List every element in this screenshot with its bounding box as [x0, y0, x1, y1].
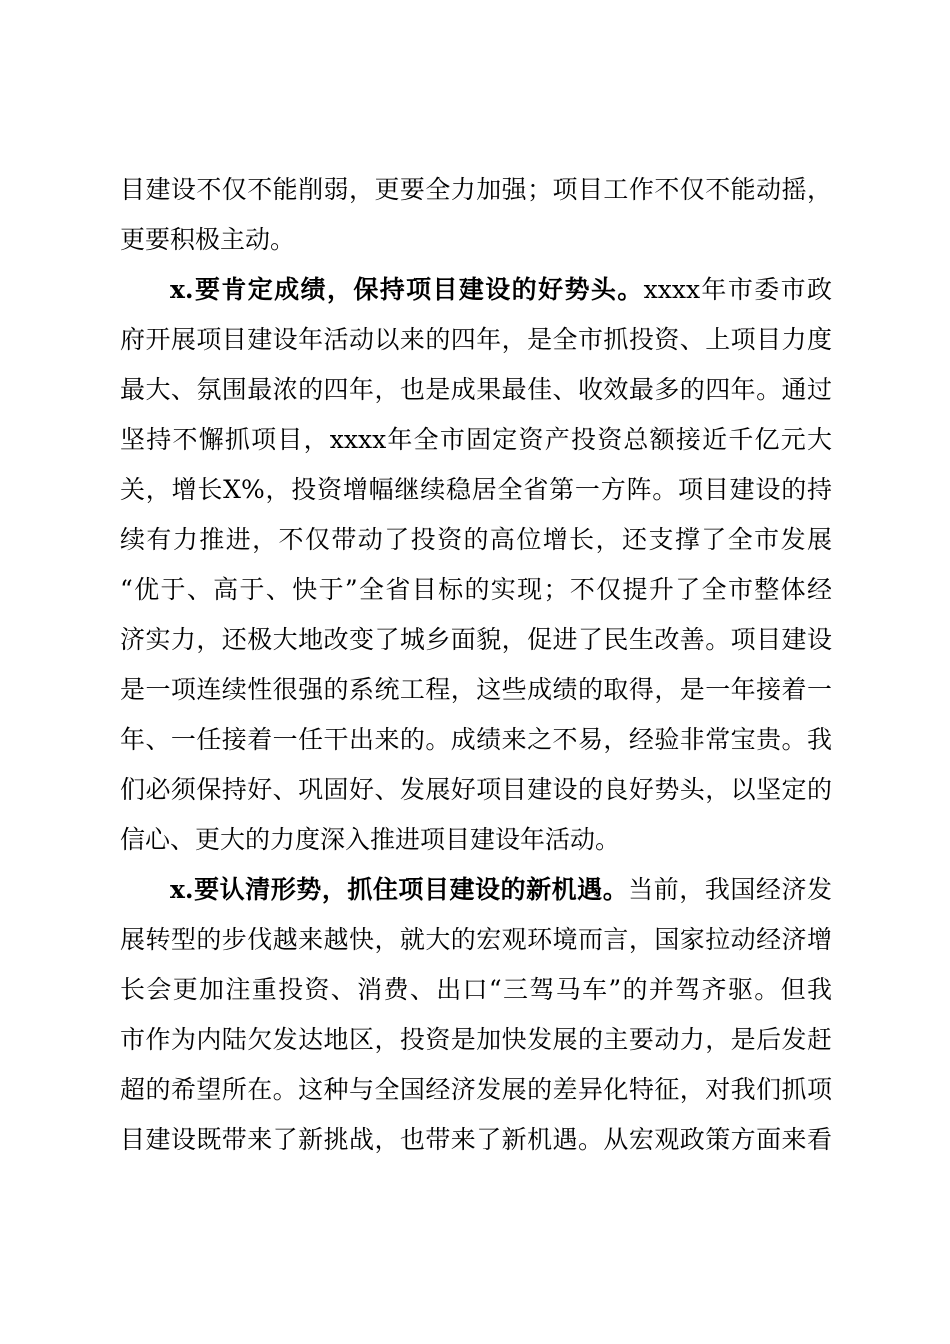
body-text-line: 关，增长X%，投资增幅继续稳居全省第一方阵。项目建设的持	[120, 475, 832, 504]
body-text-line: 展转型的步伐越来越快，就大的宏观环境而言，国家拉动经济增	[120, 925, 832, 954]
body-text-line: 年、一任接着一任干出来的。成绩来之不易，经验非常宝贵。我	[120, 725, 832, 754]
body-text-line: 目建设不仅不能削弱，更要全力加强；项目工作不仅不能动摇，	[120, 175, 832, 204]
body-text-line: 超的希望所在。这种与全国经济发展的差异化特征，对我们抓项	[120, 1075, 832, 1104]
section-heading: x.要肯定成绩，保持项目建设的好势头。	[170, 275, 644, 304]
body-text-line: 是一项连续性很强的系统工程，这些成绩的取得，是一年接着一	[120, 675, 832, 704]
body-text-line: 坚持不懈抓项目，xxxx年全市固定资产投资总额接近千亿元大	[120, 425, 832, 454]
section-first-line-text: xxxx年市委市政	[643, 275, 832, 304]
body-text-line: 济实力，还极大地改变了城乡面貌，促进了民生改善。项目建设	[120, 625, 832, 654]
section-first-line	[170, 273, 832, 307]
body-text-line: 长会更加注重投资、消费、出口“三驾马车”的并驾齐驱。但我	[120, 975, 832, 1004]
body-text-line: 府开展项目建设年活动以来的四年，是全市抓投资、上项目力度	[120, 325, 832, 354]
body-text-line: 续有力推进，不仅带动了投资的高位增长，还支撑了全市发展	[120, 525, 832, 554]
section-first-line	[170, 873, 832, 907]
body-text-line: 们必须保持好、巩固好、发展好项目建设的良好势头，以坚定的	[120, 775, 832, 804]
body-text-line: 目建设既带来了新挑战，也带来了新机遇。从宏观政策方面来看	[120, 1125, 832, 1154]
body-text-line: 市作为内陆欠发达地区，投资是加快发展的主要动力，是后发赶	[120, 1025, 832, 1054]
section-heading: x.要认清形势，抓住项目建设的新机遇。	[170, 875, 629, 904]
body-text-line: “优于、高于、快于”全省目标的实现；不仅提升了全市整体经	[120, 575, 832, 604]
body-text-line: 信心、更大的力度深入推进项目建设年活动。	[120, 825, 621, 854]
body-text-line: 最大、氛围最浓的四年，也是成果最佳、收效最多的四年。通过	[120, 375, 832, 404]
body-text-line: 更要积极主动。	[120, 225, 296, 254]
section-first-line-text: 当前，我国经济发	[628, 875, 832, 904]
